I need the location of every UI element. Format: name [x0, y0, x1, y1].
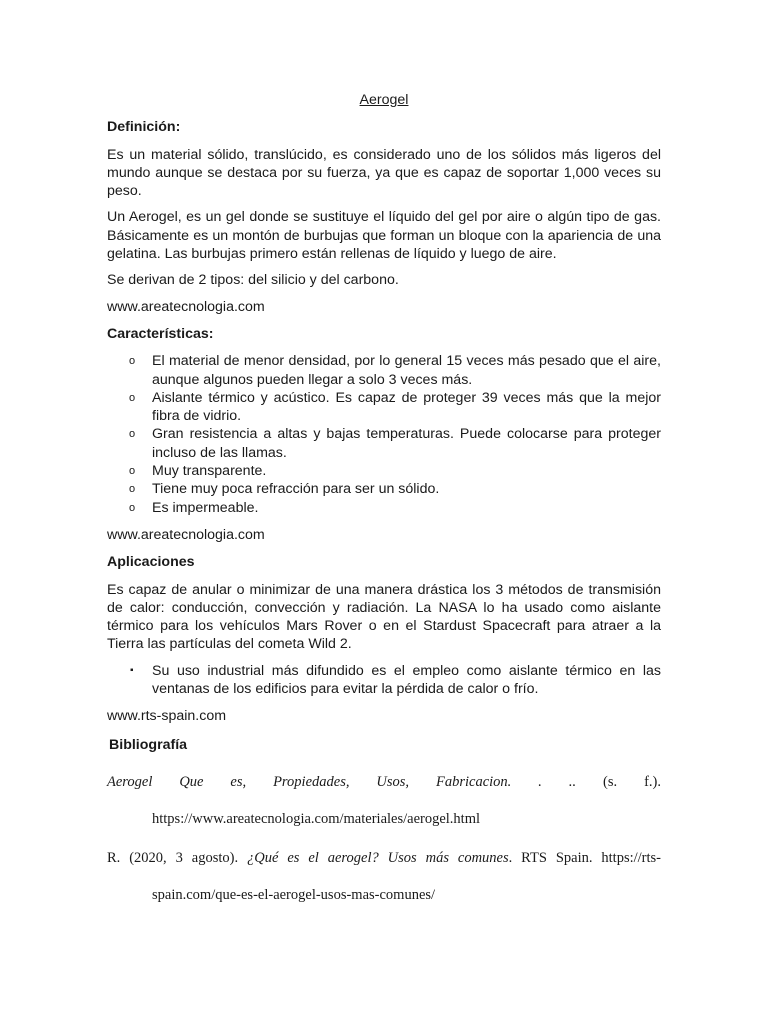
definicion-paragraph-1: Es un material sólido, translúcido, es considerado uno de los sólidos más ligeros del mundo aunque se destaca por su fuerza, ya que es capaz de soportar 1,000 veces su peso.	[107, 146, 661, 200]
list-item	[107, 480, 661, 498]
bullet-marker: o	[129, 428, 136, 441]
bibliography-entry	[107, 764, 661, 838]
aplicaciones-list	[107, 662, 661, 699]
list-item	[107, 462, 661, 480]
list-item	[107, 662, 661, 699]
bibliography-entry	[107, 840, 661, 914]
bullet-marker: o	[129, 501, 136, 514]
heading-caracteristicas: Características:	[107, 325, 214, 342]
heading-aplicaciones: Aplicaciones	[107, 554, 195, 571]
aplicaciones-source: www.rts-spain.com	[107, 708, 227, 725]
heading-definicion: Definición:	[107, 119, 181, 136]
aplicaciones-paragraph: Es capaz de anular o minimizar de una manera drástica los 3 métodos de transmisión de calor: conducción, convección y radiación. La NASA lo ha usado como aislante térmico para los vehículos Mars Rover o en el Stardust Spacecraft para atraer a la Tierra las partículas del cometa Wild 2.	[107, 581, 661, 653]
heading-bibliografia: Bibliografía	[109, 736, 188, 753]
caracteristicas-source: www.areatecnologia.com	[107, 526, 265, 543]
list-item-text: Su uso industrial más difundido es el empleo como aislante térmico en las ventanas de los edificios para evitar la pérdida de calor o frío.	[152, 662, 661, 698]
bullet-marker: o	[129, 355, 136, 368]
square-bullet-marker: ▪	[130, 664, 134, 676]
list-item-text: Es impermeable.	[152, 499, 259, 516]
caracteristicas-list	[107, 352, 661, 517]
bibliography-date: (s. f.).	[576, 773, 661, 790]
bullet-marker: o	[129, 465, 136, 478]
bibliography-author: R. (2020, 3 agosto).	[107, 849, 248, 866]
document-title: Aerogel	[359, 92, 409, 108]
list-item-text: El material de menor densidad, por lo general 15 veces más pesado que el aire, aunque algunos pueden llegar a solo 3 veces más.	[152, 353, 661, 388]
bibliography-publisher: . RTS Spain. https://rts-	[508, 849, 662, 866]
definicion-paragraph-2: Un Aerogel, es un gel donde se sustituye el líquido del gel por aire o algún tipo de gas. Básicamente es un montón de burbujas que forman un bloque con la apariencia de una gelatina. Las burbujas primero están rellenas de líquido y luego de aire.	[107, 209, 661, 263]
bullet-marker: o	[129, 483, 136, 496]
bibliography-url: spain.com/que-es-el-aerogel-usos-mas-comunes/	[152, 886, 436, 903]
bibliography-url: https://www.areatecnologia.com/materiales/aerogel.html	[152, 810, 481, 827]
list-item-text: Gran resistencia a altas y bajas temperaturas. Puede colocarse para proteger incluso de las llamas.	[152, 426, 661, 461]
list-item	[107, 389, 661, 426]
list-item-text: Aislante térmico y acústico. Es capaz de proteger 39 veces más que la mejor fibra de vidrio.	[152, 389, 661, 425]
bullet-marker: o	[129, 391, 136, 404]
list-item	[107, 499, 661, 517]
bibliography-entry-line	[107, 764, 661, 801]
bibliography-entry-line	[107, 840, 661, 877]
document-content	[107, 91, 661, 914]
bibliography-title: Aerogel Que es, Propiedades, Usos, Fabricacion. . ..	[107, 773, 577, 790]
list-item	[107, 425, 661, 462]
bibliography-title: ¿Qué es el aerogel? Usos más comunes	[247, 849, 509, 866]
definicion-source: www.areatecnologia.com	[107, 298, 265, 315]
list-item-text: Muy transparente.	[152, 463, 267, 480]
definicion-paragraph-3: Se derivan de 2 tipos: del silicio y del carbono.	[107, 272, 399, 289]
list-item	[107, 352, 661, 389]
list-item-text: Tiene muy poca refracción para ser un sólido.	[152, 481, 440, 498]
